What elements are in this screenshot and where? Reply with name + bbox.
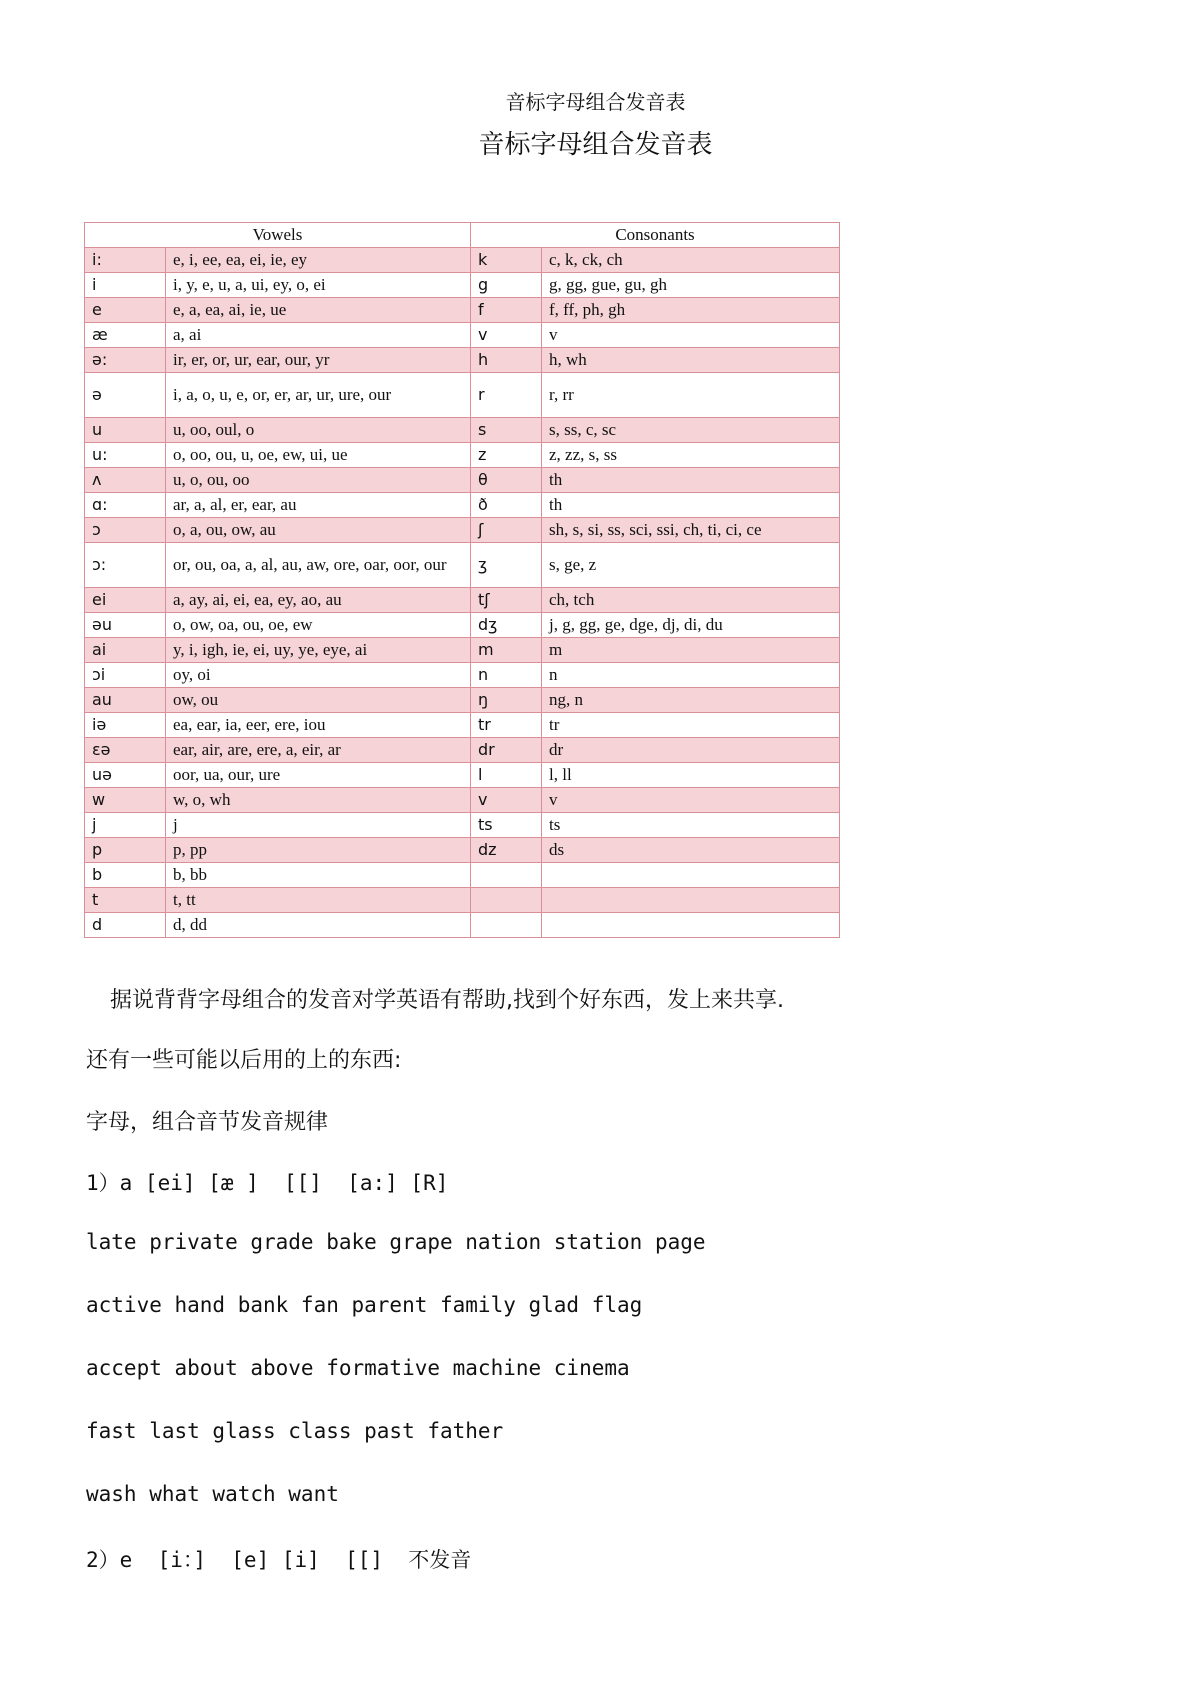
- vowel-spellings: p, pp: [166, 838, 471, 863]
- consonant-symbol: [471, 913, 542, 938]
- consonant-symbol: v: [471, 323, 542, 348]
- consonant-spellings: tr: [542, 713, 840, 738]
- consonant-spellings: ds: [542, 838, 840, 863]
- vowel-spellings: ir, er, or, ur, ear, our, yr: [166, 348, 471, 373]
- consonant-symbol: ʃ: [471, 518, 542, 543]
- example-line: accept about above formative machine cinema: [86, 1356, 630, 1380]
- vowel-spellings: w, o, wh: [166, 788, 471, 813]
- vowel-symbol: i: [85, 273, 166, 298]
- consonant-spellings: ch, tch: [542, 588, 840, 613]
- vowel-spellings: y, i, igh, ie, ei, uy, ye, eye, ai: [166, 638, 471, 663]
- vowel-symbol: ə: [85, 373, 166, 418]
- consonant-symbol: [471, 888, 542, 913]
- consonant-symbol: m: [471, 638, 542, 663]
- consonant-spellings: v: [542, 788, 840, 813]
- table-row: [85, 323, 840, 348]
- vowel-symbol: au: [85, 688, 166, 713]
- intro-text: 据说背背字母组合的发音对学英语有帮助,找到个好东西，发上来共享.: [110, 988, 784, 1013]
- page-title: 音标字母组合发音表: [478, 130, 713, 160]
- table-row: [85, 248, 840, 273]
- vowel-symbol: d: [85, 913, 166, 938]
- vowel-symbol: w: [85, 788, 166, 813]
- consonant-spellings: s, ss, c, sc: [542, 418, 840, 443]
- page-header-small: 音标字母组合发音表: [505, 90, 686, 114]
- vowel-symbol: i:: [85, 248, 166, 273]
- consonant-symbol: v: [471, 788, 542, 813]
- consonant-spellings: th: [542, 468, 840, 493]
- vowel-spellings: o, ow, oa, ou, oe, ew: [166, 613, 471, 638]
- consonant-symbol: dʒ: [471, 613, 542, 638]
- vowel-spellings: ar, a, al, er, ear, au: [166, 493, 471, 518]
- consonant-spellings: ng, n: [542, 688, 840, 713]
- consonant-spellings: v: [542, 323, 840, 348]
- vowel-symbol: uə: [85, 763, 166, 788]
- table-row: [85, 468, 840, 493]
- vowel-symbol: ʌ: [85, 468, 166, 493]
- consonant-spellings: [542, 863, 840, 888]
- table-row: [85, 738, 840, 763]
- consonant-spellings: th: [542, 493, 840, 518]
- consonant-spellings: m: [542, 638, 840, 663]
- consonant-symbol: n: [471, 663, 542, 688]
- consonant-spellings: c, k, ck, ch: [542, 248, 840, 273]
- consonant-symbol: f: [471, 298, 542, 323]
- vowel-spellings: u, oo, oul, o: [166, 418, 471, 443]
- consonant-spellings: [542, 888, 840, 913]
- consonants-header: Consonants: [471, 223, 840, 248]
- phonetic-table: [84, 222, 840, 938]
- vowel-spellings: j: [166, 813, 471, 838]
- table-row: [85, 663, 840, 688]
- vowel-spellings: t, tt: [166, 888, 471, 913]
- vowel-spellings: o, a, ou, ow, au: [166, 518, 471, 543]
- consonant-symbol: r: [471, 373, 542, 418]
- vowel-symbol: u:: [85, 443, 166, 468]
- consonant-symbol: ð: [471, 493, 542, 518]
- vowel-symbol: ɔi: [85, 663, 166, 688]
- consonant-spellings: ts: [542, 813, 840, 838]
- vowel-spellings: oor, ua, our, ure: [166, 763, 471, 788]
- vowel-spellings: d, dd: [166, 913, 471, 938]
- table-row: [85, 273, 840, 298]
- vowel-spellings: i, y, e, u, a, ui, ey, o, ei: [166, 273, 471, 298]
- vowels-header: Vowels: [85, 223, 471, 248]
- vowel-symbol: j: [85, 813, 166, 838]
- vowel-spellings: b, bb: [166, 863, 471, 888]
- consonant-symbol: l: [471, 763, 542, 788]
- table-row: [85, 443, 840, 468]
- example-line: late private grade bake grape nation station page: [86, 1230, 706, 1254]
- vowel-spellings: or, ou, oa, a, al, au, aw, ore, oar, oor, our: [166, 543, 471, 588]
- consonant-symbol: ʒ: [471, 543, 542, 588]
- vowel-spellings: oy, oi: [166, 663, 471, 688]
- vowel-symbol: ɔ:: [85, 543, 166, 588]
- consonant-symbol: h: [471, 348, 542, 373]
- table-row: [85, 863, 840, 888]
- vowel-symbol: ei: [85, 588, 166, 613]
- table-row: [85, 838, 840, 863]
- table-row: [85, 813, 840, 838]
- table-row: [85, 763, 840, 788]
- consonant-spellings: r, rr: [542, 373, 840, 418]
- consonant-spellings: s, ge, z: [542, 543, 840, 588]
- vowel-symbol: t: [85, 888, 166, 913]
- table-row: [85, 688, 840, 713]
- consonant-symbol: g: [471, 273, 542, 298]
- table-row: [85, 348, 840, 373]
- table-row: [85, 373, 840, 418]
- section-title: 字母，组合音节发音规律: [86, 1110, 329, 1135]
- table-row: [85, 493, 840, 518]
- consonant-spellings: l, ll: [542, 763, 840, 788]
- vowel-spellings: e, i, ee, ea, ei, ie, ey: [166, 248, 471, 273]
- example-line: fast last glass class past father: [86, 1419, 504, 1443]
- vowel-spellings: u, o, ou, oo: [166, 468, 471, 493]
- table-row: [85, 418, 840, 443]
- consonant-spellings: h, wh: [542, 348, 840, 373]
- consonant-spellings: g, gg, gue, gu, gh: [542, 273, 840, 298]
- table-row: [85, 518, 840, 543]
- consonant-symbol: ŋ: [471, 688, 542, 713]
- vowel-symbol: ai: [85, 638, 166, 663]
- table-row: [85, 913, 840, 938]
- consonant-symbol: z: [471, 443, 542, 468]
- vowel-spellings: i, a, o, u, e, or, er, ar, ur, ure, our: [166, 373, 471, 418]
- vowel-spellings: o, oo, ou, u, oe, ew, ui, ue: [166, 443, 471, 468]
- consonant-symbol: tr: [471, 713, 542, 738]
- consonant-symbol: dz: [471, 838, 542, 863]
- vowel-symbol: ə:: [85, 348, 166, 373]
- vowel-symbol: ɛə: [85, 738, 166, 763]
- consonant-symbol: tʃ: [471, 588, 542, 613]
- example-line: wash what watch want: [86, 1482, 339, 1506]
- consonant-symbol: θ: [471, 468, 542, 493]
- rule-a: 1）a [ei] [æ ] [[] [a:] [R]: [86, 1171, 449, 1195]
- vowel-spellings: ear, air, are, ere, a, eir, ar: [166, 738, 471, 763]
- consonant-spellings: n: [542, 663, 840, 688]
- vowel-symbol: u: [85, 418, 166, 443]
- consonant-symbol: ts: [471, 813, 542, 838]
- vowel-spellings: e, a, ea, ai, ie, ue: [166, 298, 471, 323]
- rule-e: 2）e [i：] [e] [i] [[] 不发音: [86, 1548, 472, 1572]
- vowel-spellings: a, ai: [166, 323, 471, 348]
- consonant-spellings: j, g, gg, ge, dge, dj, di, du: [542, 613, 840, 638]
- table-row: [85, 298, 840, 323]
- vowel-symbol: b: [85, 863, 166, 888]
- table-row: [85, 638, 840, 663]
- consonant-symbol: [471, 863, 542, 888]
- consonant-spellings: f, ff, ph, gh: [542, 298, 840, 323]
- vowel-symbol: p: [85, 838, 166, 863]
- consonant-symbol: dr: [471, 738, 542, 763]
- note-line: 还有一些可能以后用的上的东西:: [86, 1048, 402, 1073]
- example-line: active hand bank fan parent family glad flag: [86, 1293, 643, 1317]
- consonant-symbol: s: [471, 418, 542, 443]
- consonant-spellings: z, zz, s, ss: [542, 443, 840, 468]
- vowel-spellings: ow, ou: [166, 688, 471, 713]
- vowel-symbol: iə: [85, 713, 166, 738]
- consonant-spellings: [542, 913, 840, 938]
- table-row: [85, 543, 840, 588]
- vowel-symbol: ɑ:: [85, 493, 166, 518]
- vowel-symbol: æ: [85, 323, 166, 348]
- table-row: [85, 713, 840, 738]
- consonant-spellings: sh, s, si, ss, sci, ssi, ch, ti, ci, ce: [542, 518, 840, 543]
- vowel-symbol: e: [85, 298, 166, 323]
- vowel-symbol: əu: [85, 613, 166, 638]
- vowel-symbol: ɔ: [85, 518, 166, 543]
- vowel-spellings: ea, ear, ia, eer, ere, iou: [166, 713, 471, 738]
- table-row: [85, 588, 840, 613]
- consonant-symbol: k: [471, 248, 542, 273]
- vowel-spellings: a, ay, ai, ei, ea, ey, ao, au: [166, 588, 471, 613]
- table-row: [85, 613, 840, 638]
- table-row: [85, 788, 840, 813]
- table-row: [85, 888, 840, 913]
- consonant-spellings: dr: [542, 738, 840, 763]
